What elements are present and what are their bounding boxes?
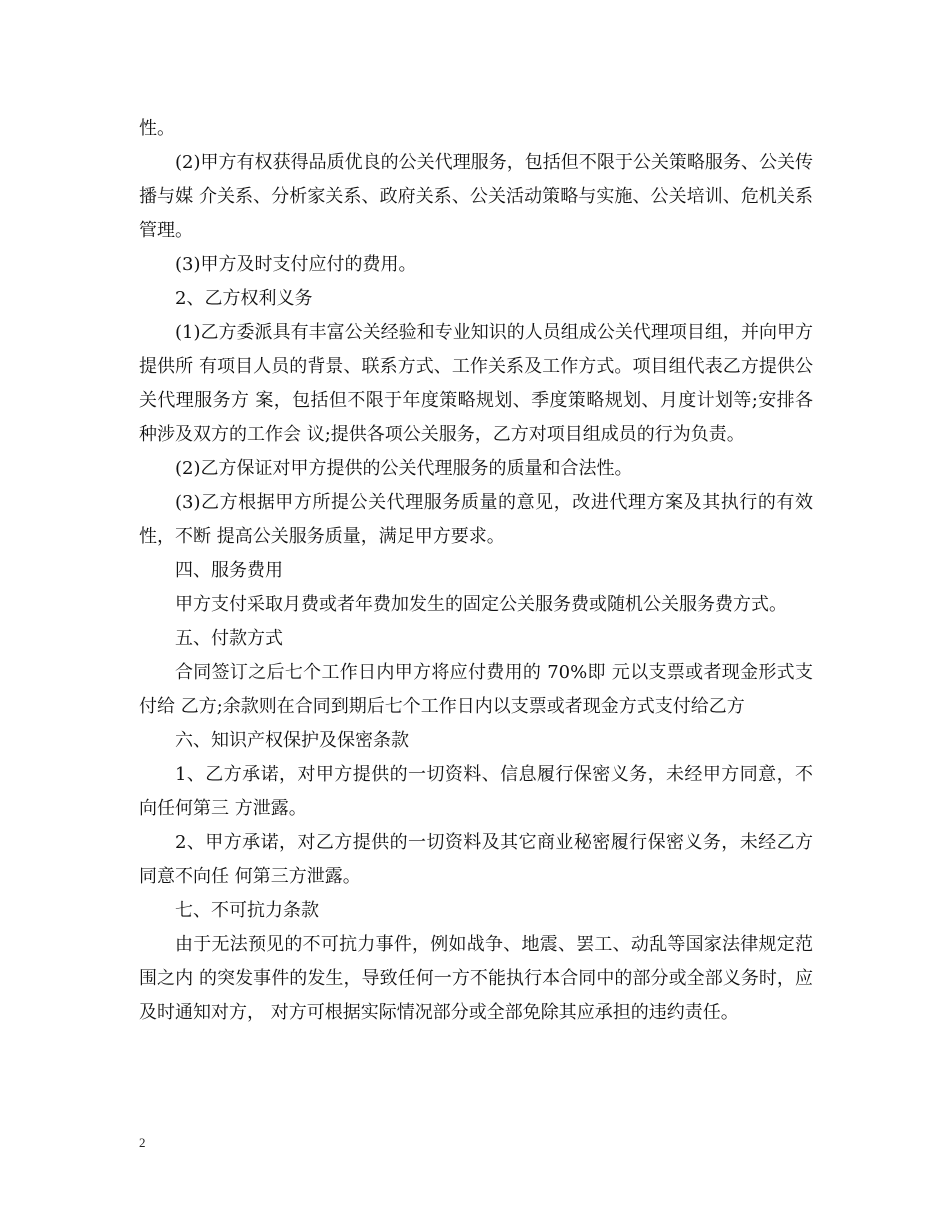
paragraph: 性。 [139,118,175,139]
paragraph: (3)甲方及时支付应付的费用。 [175,254,417,275]
paragraph: (2)甲方有权获得品质优良的公关代理服务，包括但不限于公关策略服务、公关传播与媒 介关系、分析家关系、政府关系、公关活动策略与实施、公关培训、危机关系管理。 [139,152,813,241]
paragraph: 由于无法预见的不可抗力事件，例如战争、地震、罢工、动乱等国家法律规定范围之内 的突发事件的发生，导致任何一方不能执行本合同中的部分或全部义务时，应及时通知对方， 对方可根据实际情况部分或全部免除其应承担的违约责任。 [139,934,813,1023]
paragraph: 甲方支付采取月费或者年费加发生的固定公关服务费或随机公关服务费方式。 [175,594,787,615]
document-body [139,112,813,1030]
paragraph: 合同签订之后七个工作日内甲方将应付费用的 70%即 元以支票或者现金形式支付给 乙方;余款则在合同到期后七个工作日内以支票或者现金方式支付给乙方 [139,662,813,717]
paragraph: 七、不可抗力条款 [175,900,319,921]
paragraph: (3)乙方根据甲方所提公关代理服务质量的意见，改进代理方案及其执行的有效性，不断 提高公关服务质量，满足甲方要求。 [139,492,813,547]
paragraph: 四、服务费用 [175,560,283,581]
paragraph: (1)乙方委派具有丰富公关经验和专业知识的人员组成公关代理项目组，并向甲方提供所 有项目人员的背景、联系方式、工作关系及工作方式。项目组代表乙方提供公关代理服务方 案，包括但不限于年度策略规划、季度策略规划、月度计划等;安排各种涉及双方的工作会 议;提供各项公关服务，乙方对项目组成员的行为负责。 [139,322,813,445]
paragraph: 2、甲方承诺，对乙方提供的一切资料及其它商业秘密履行保密义务，未经乙方同意不向任 何第三方泄露。 [139,832,813,887]
paragraph: 五、付款方式 [175,628,283,649]
paragraph: 2、乙方权利义务 [175,288,313,309]
paragraph: 1、乙方承诺，对甲方提供的一切资料、信息履行保密义务，未经甲方同意，不向任何第三 方泄露。 [139,764,813,819]
paragraph: 六、知识产权保护及保密条款 [175,730,409,751]
page-number: 2 [139,1135,146,1150]
paragraph: (2)乙方保证对甲方提供的公关代理服务的质量和合法性。 [175,458,633,479]
